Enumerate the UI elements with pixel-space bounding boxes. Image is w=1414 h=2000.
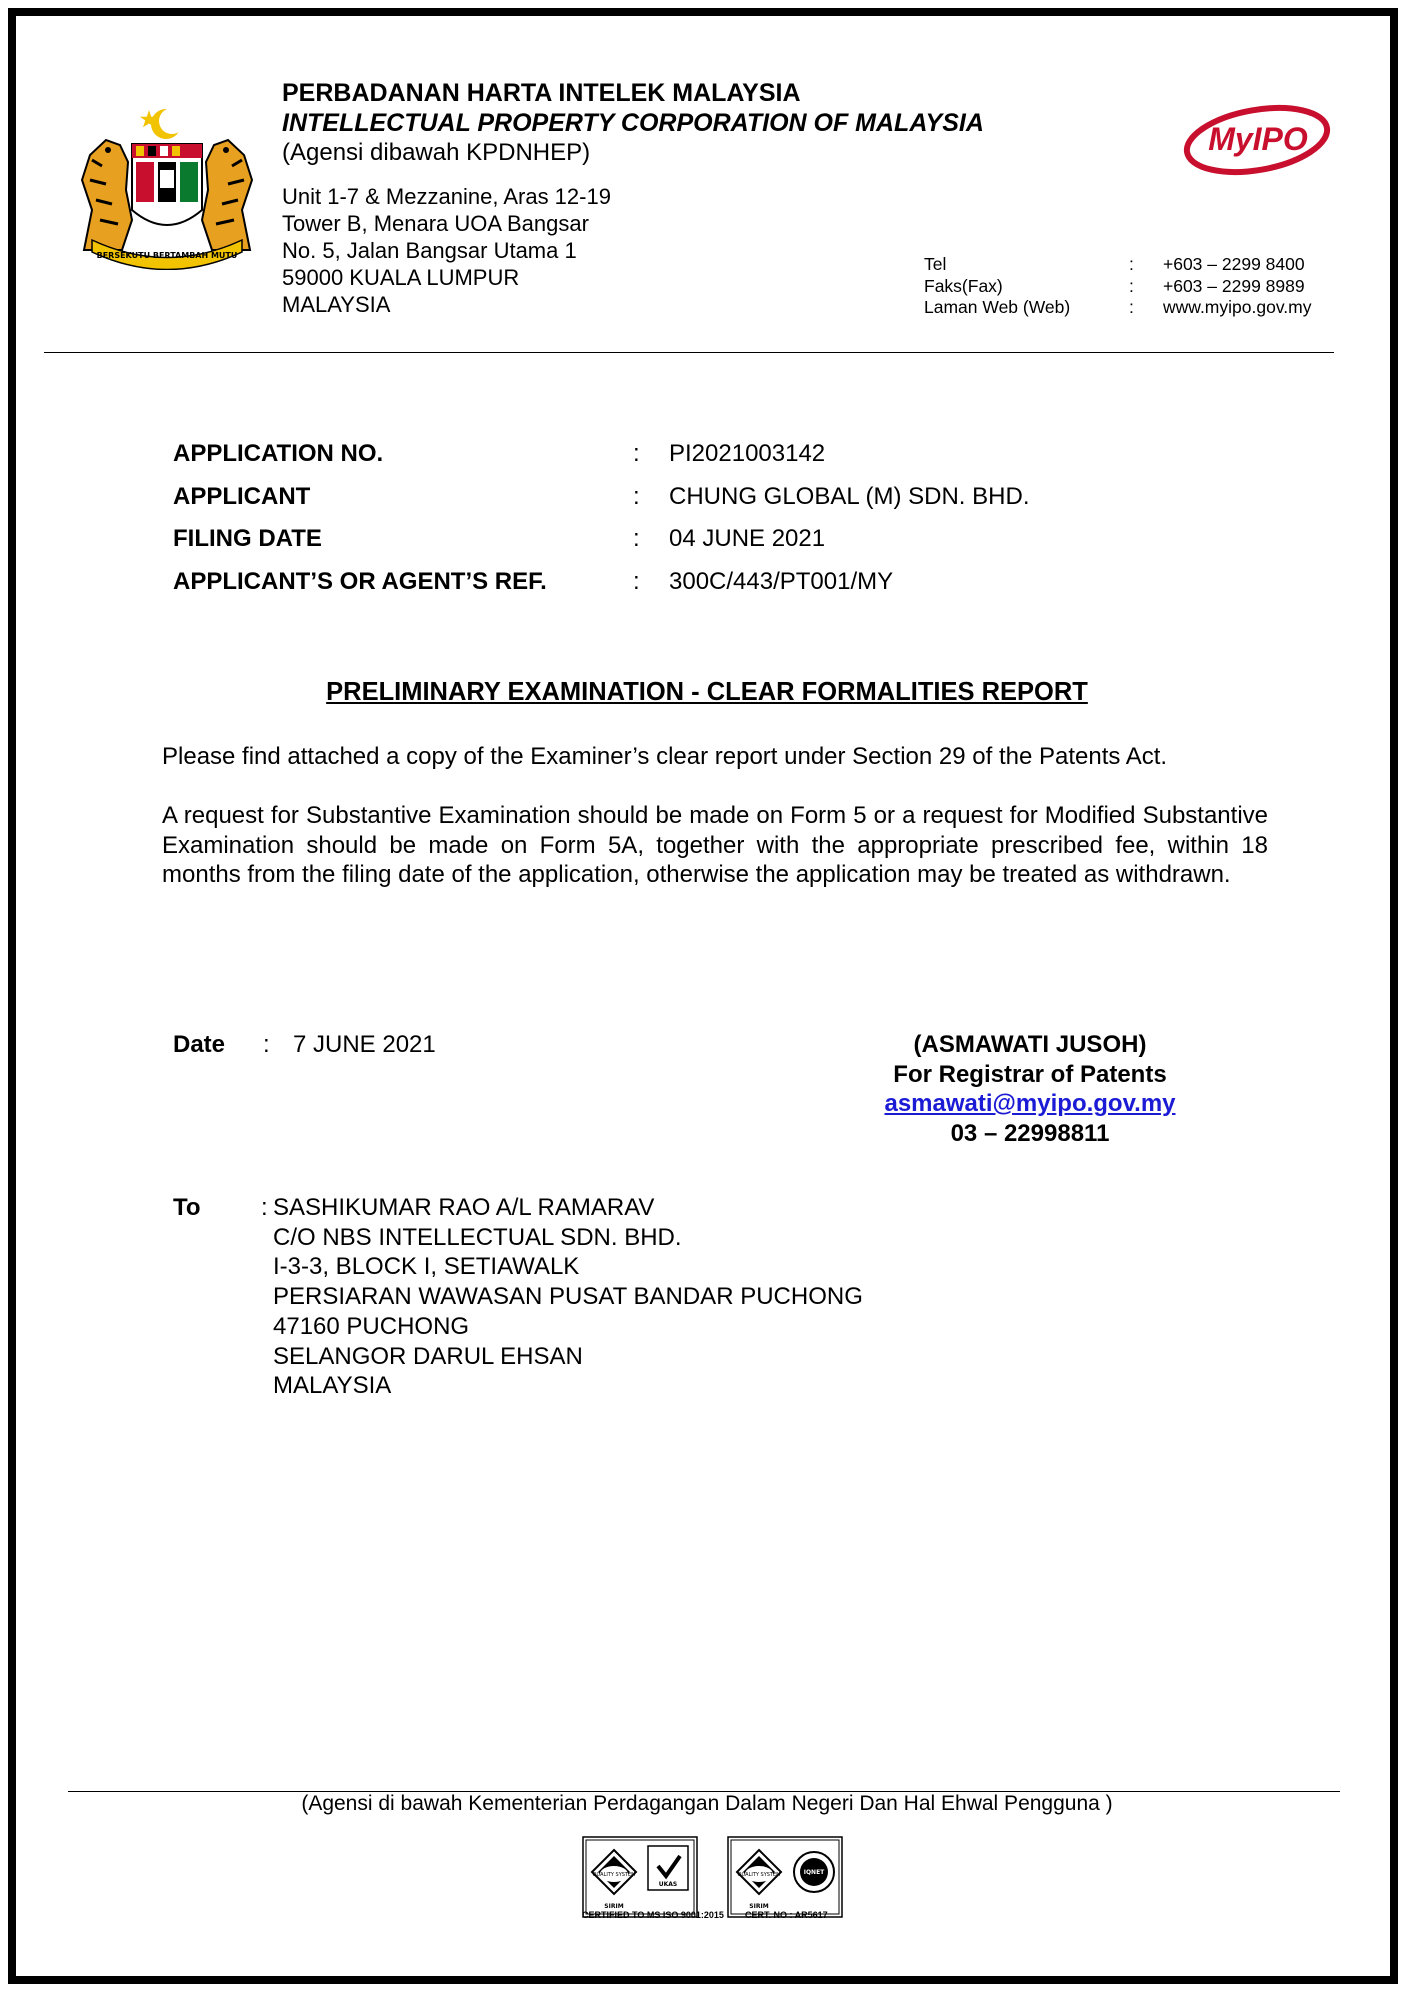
signatory-name: (ASMAWATI JUSOH) bbox=[913, 1031, 1147, 1058]
contact-row-web: Laman Web (Web) : www.myipo.gov.my bbox=[924, 297, 1312, 317]
application-number: PI2021003142 bbox=[669, 440, 826, 468]
signatory-email-link[interactable]: asmawati@myipo.gov.my bbox=[884, 1090, 1176, 1117]
cert-caption-number: CERT. NO : AR5617 bbox=[745, 1910, 828, 1920]
signatory-phone: 03 – 22998811 bbox=[950, 1119, 1110, 1147]
website-url: www.myipo.gov.my bbox=[1163, 297, 1312, 317]
detail-row-reference: APPLICANT’S OR AGENT’S REF. : 300C/443/PT001/MY bbox=[173, 567, 894, 595]
agency-line: (Agensi dibawah KPDNHEP) bbox=[282, 139, 591, 166]
recipient-line: I-3-3, BLOCK I, SETIAWALK bbox=[273, 1253, 580, 1281]
svg-text:QUALITY SYSTEM: QUALITY SYSTEM bbox=[592, 1872, 636, 1878]
detail-row-applicant: APPLICANT : CHUNG GLOBAL (M) SDN. BHD. bbox=[173, 482, 1030, 510]
issue-date: Date : 7 JUNE 2021 bbox=[173, 1031, 436, 1058]
fax-number: +603 – 2299 8989 bbox=[1163, 275, 1305, 296]
recipient-line: MALAYSIA bbox=[273, 1372, 392, 1400]
applicant-name: CHUNG GLOBAL (M) SDN. BHD. bbox=[669, 482, 1030, 510]
svg-text:UKAS: UKAS bbox=[658, 1881, 678, 1888]
contact-row-fax: Faks(Fax) : +603 – 2299 8989 bbox=[924, 275, 1305, 296]
contact-row-tel: Tel : +603 – 2299 8400 bbox=[924, 254, 1305, 274]
recipient-block: To : SASHIKUMAR RAO A/L RAMARAV C/O NBS INTELLECTUAL SDN. BHD. I-3-3, BLOCK I, SETIAWALK PERSIARAN WAWASAN PUSAT BANDAR PUCHONG 47160 PUCHONG SELANGOR DARUL EHSAN MALAYSIA bbox=[173, 1194, 863, 1400]
report-title: PRELIMINARY EXAMINATION - CLEAR FORMALITIES REPORT bbox=[326, 678, 1088, 706]
myipo-logo bbox=[1182, 100, 1332, 180]
org-name-english: INTELLECTUAL PROPERTY CORPORATION OF MALAYSIA bbox=[282, 109, 984, 137]
svg-text:IQNET: IQNET bbox=[803, 1869, 825, 1876]
issue-date-value: 7 JUNE 2021 bbox=[293, 1031, 436, 1058]
org-name-malay: PERBADANAN HARTA INTELEK MALAYSIA bbox=[282, 79, 801, 107]
recipient-line: SASHIKUMAR RAO A/L RAMARAV bbox=[273, 1194, 655, 1221]
cert-caption-iso: CERTIFIED TO MS ISO 9001:2015 bbox=[582, 1910, 724, 1920]
header-divider bbox=[44, 352, 1334, 353]
agent-reference: 300C/443/PT001/MY bbox=[669, 567, 894, 595]
recipient-line: SELANGOR DARUL EHSAN bbox=[273, 1342, 583, 1370]
signatory-role: For Registrar of Patents bbox=[893, 1060, 1167, 1088]
address-line: No. 5, Jalan Bangsar Utama 1 bbox=[282, 238, 577, 263]
signature-block bbox=[830, 1030, 1230, 1148]
organization-block bbox=[282, 78, 984, 168]
svg-text:SIRIM: SIRIM bbox=[604, 1903, 624, 1910]
contact-info bbox=[924, 254, 1311, 319]
address-line: MALAYSIA bbox=[282, 292, 391, 317]
svg-text:QUALITY SYSTEM: QUALITY SYSTEM bbox=[737, 1872, 781, 1878]
address-line: 59000 KUALA LUMPUR bbox=[282, 265, 520, 290]
application-details bbox=[173, 433, 1029, 603]
logo-text: MyIPO bbox=[1208, 121, 1308, 157]
filing-date: 04 JUNE 2021 bbox=[669, 525, 826, 553]
phone-number: +603 – 2299 8400 bbox=[1163, 254, 1305, 274]
recipient-address bbox=[273, 1193, 863, 1401]
office-address bbox=[282, 183, 611, 318]
crest-motto: BERSEKUTU BERTAMBAH MUTU bbox=[96, 251, 238, 260]
coat-of-arms-icon bbox=[62, 100, 272, 270]
recipient-line: 47160 PUCHONG bbox=[273, 1312, 470, 1340]
svg-text:SIRIM: SIRIM bbox=[749, 1903, 769, 1910]
recipient-line: PERSIARAN WAWASAN PUSAT BANDAR PUCHONG bbox=[273, 1283, 863, 1311]
report-paragraph-1: Please find attached a copy of the Examiner’s clear report under Section 29 of the Patents Act. bbox=[162, 743, 1168, 770]
detail-row-application-no: APPLICATION NO. : PI2021003142 bbox=[173, 440, 826, 468]
footer-agency-note: (Agensi di bawah Kementerian Perdagangan Dalam Negeri Dan Hal Ehwal Pengguna ) bbox=[301, 1792, 1113, 1815]
detail-row-filing-date: FILING DATE : 04 JUNE 2021 bbox=[173, 525, 826, 553]
address-line: Unit 1-7 & Mezzanine, Aras 12-19 bbox=[282, 184, 611, 209]
report-paragraph-2: A request for Substantive Examination should be made on Form 5 or a request for Modified Substantive Examination should be made on Form 5A, together with the appropriate prescribed fee, within 18 months from the filing date of the application, otherwise the application may be treated as withdrawn. bbox=[162, 802, 1268, 888]
address-line: Tower B, Menara UOA Bangsar bbox=[282, 211, 589, 236]
recipient-line: C/O NBS INTELLECTUAL SDN. BHD. bbox=[273, 1223, 682, 1251]
